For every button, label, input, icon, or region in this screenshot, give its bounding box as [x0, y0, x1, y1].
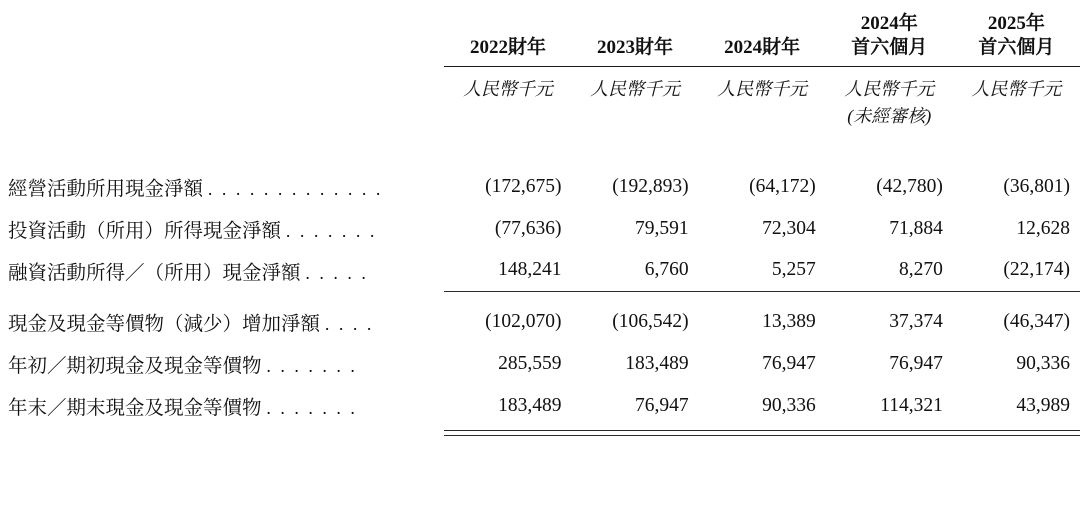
cell-r4-c3: 76,947 — [889, 353, 943, 374]
table-row — [0, 208, 1080, 250]
unit-label-0: 人民幣千元 — [462, 78, 553, 99]
column-header-3-line1: 2024年 — [860, 13, 918, 34]
row-label-text-3: 現金及現金等價物（減少）增加淨額 — [8, 314, 321, 335]
column-header-1-line2: 2023財年 — [597, 36, 674, 58]
cell-r0-c0: (172,675) — [485, 175, 562, 197]
unit-cell-0 — [444, 66, 571, 130]
double-rule-blank — [0, 431, 444, 436]
subtotal-rule-0 — [444, 292, 571, 302]
table-row — [0, 166, 1080, 208]
cell-r5-c3: 114,321 — [880, 395, 943, 416]
unit-label-1: 人民幣千元 — [590, 78, 681, 99]
row-label-3 — [0, 301, 444, 343]
double-rule-2 — [699, 431, 826, 436]
row-label-4 — [0, 343, 444, 385]
row-leader-dots-1: . . . . . . . — [285, 220, 377, 241]
cell-r0-c2: (64,172) — [749, 175, 816, 197]
row-label-text-0: 經營活動所用現金淨額 — [8, 178, 204, 200]
row-label-text-5: 年末／期末現金及現金等價物 — [8, 398, 262, 419]
cell-r0-c1: (192,893) — [612, 175, 689, 197]
cell-r5-c0: 183,489 — [498, 395, 562, 416]
row-label-2 — [0, 250, 444, 292]
unit-gap-cell — [0, 130, 1080, 166]
cell-r4-c1: 183,489 — [625, 353, 689, 374]
subtotal-rule-blank — [0, 292, 444, 302]
cell-r0-c3: (42,780) — [876, 175, 943, 197]
double-rule-1 — [572, 431, 699, 436]
double-rule-0 — [444, 431, 571, 436]
cell-r2-c0: 148,241 — [498, 259, 562, 281]
column-header-2 — [699, 12, 826, 64]
cell-r3-c0: (102,070) — [485, 311, 562, 332]
unit-cell-3 — [826, 66, 953, 130]
unit-cell-4 — [953, 66, 1080, 130]
cell-r3-c4: (46,347) — [1003, 311, 1070, 332]
cell-r2-c2: 5,257 — [771, 259, 816, 281]
unit-label-3: 人民幣千元 — [844, 78, 935, 99]
top-spacer — [0, 0, 1080, 12]
column-header-4-line1: 2025年 — [987, 13, 1045, 34]
table-row — [0, 343, 1080, 385]
cell-r1-c1: 79,591 — [634, 217, 689, 239]
subtotal-rule-4 — [953, 292, 1080, 302]
table-row — [0, 385, 1080, 427]
cell-r5-c4: 43,989 — [1016, 395, 1070, 416]
unit-cell-2 — [699, 66, 826, 130]
row-label-1 — [0, 208, 444, 250]
cell-r3-c3: 37,374 — [889, 311, 943, 332]
unit-row — [0, 66, 1080, 130]
double-rule-row — [0, 431, 1080, 436]
cell-r4-c4: 90,336 — [1016, 353, 1070, 374]
cell-r1-c4: 12,628 — [1016, 217, 1070, 239]
column-header-4 — [953, 12, 1080, 64]
row-leader-dots-3: . . . . — [324, 314, 374, 334]
column-header-0-line2: 2022財年 — [469, 36, 546, 58]
cell-r1-c2: 72,304 — [762, 217, 816, 239]
table-row — [0, 250, 1080, 292]
cell-r0-c4: (36,801) — [1003, 175, 1070, 197]
cell-r2-c1: 6,760 — [644, 259, 689, 281]
column-header-1 — [572, 12, 699, 64]
table-row — [0, 301, 1080, 343]
cell-r4-c0: 285,559 — [498, 353, 562, 374]
row-leader-dots-5: . . . . . . . — [266, 398, 358, 418]
unit-label-4: 人民幣千元 — [971, 78, 1062, 99]
cell-r3-c1: (106,542) — [612, 311, 689, 332]
cell-r5-c2: 90,336 — [762, 395, 816, 416]
double-rule-3 — [826, 431, 953, 436]
column-header-2-line2: 2024財年 — [724, 36, 801, 58]
table-header-row — [0, 12, 1080, 64]
unit-sub-3: (未經審核) — [847, 105, 932, 126]
double-rule-4 — [953, 431, 1080, 436]
unit-gap-row — [0, 130, 1080, 166]
row-label-0 — [0, 166, 444, 208]
cell-r1-c0: (77,636) — [494, 217, 562, 239]
column-header-0 — [444, 12, 571, 64]
cell-r5-c1: 76,947 — [634, 395, 689, 416]
subtotal-rule-3 — [826, 292, 953, 302]
row-leader-dots-0: . . . . . . . . . . . . . — [207, 178, 383, 199]
cell-r2-c3: 8,270 — [898, 259, 943, 281]
subtotal-rule-1 — [572, 292, 699, 302]
column-header-3-line2: 首六個月 — [851, 36, 928, 58]
unit-blank-cell — [0, 66, 444, 130]
cell-r2-c4: (22,174) — [1003, 259, 1070, 281]
subtotal-rule-row — [0, 292, 1080, 302]
row-label-text-2: 融資活動所得／（所用）現金淨額 — [8, 262, 301, 284]
row-leader-dots-4: . . . . . . . — [266, 356, 358, 376]
cell-r1-c3: 71,884 — [889, 217, 943, 239]
header-blank-cell — [0, 12, 444, 64]
cell-r3-c2: 13,389 — [762, 311, 816, 332]
row-label-text-4: 年初／期初現金及現金等價物 — [8, 356, 262, 377]
unit-cell-1 — [572, 66, 699, 130]
cell-r4-c2: 76,947 — [762, 353, 816, 374]
top-spacer-cell — [0, 0, 1080, 12]
row-leader-dots-2: . . . . . — [305, 262, 369, 283]
row-label-text-1: 投資活動（所用）所得現金淨額 — [8, 220, 282, 242]
column-header-3 — [826, 12, 953, 64]
row-label-5 — [0, 385, 444, 427]
unit-label-2: 人民幣千元 — [717, 78, 808, 99]
column-header-4-line2: 首六個月 — [978, 36, 1055, 58]
subtotal-rule-2 — [699, 292, 826, 302]
